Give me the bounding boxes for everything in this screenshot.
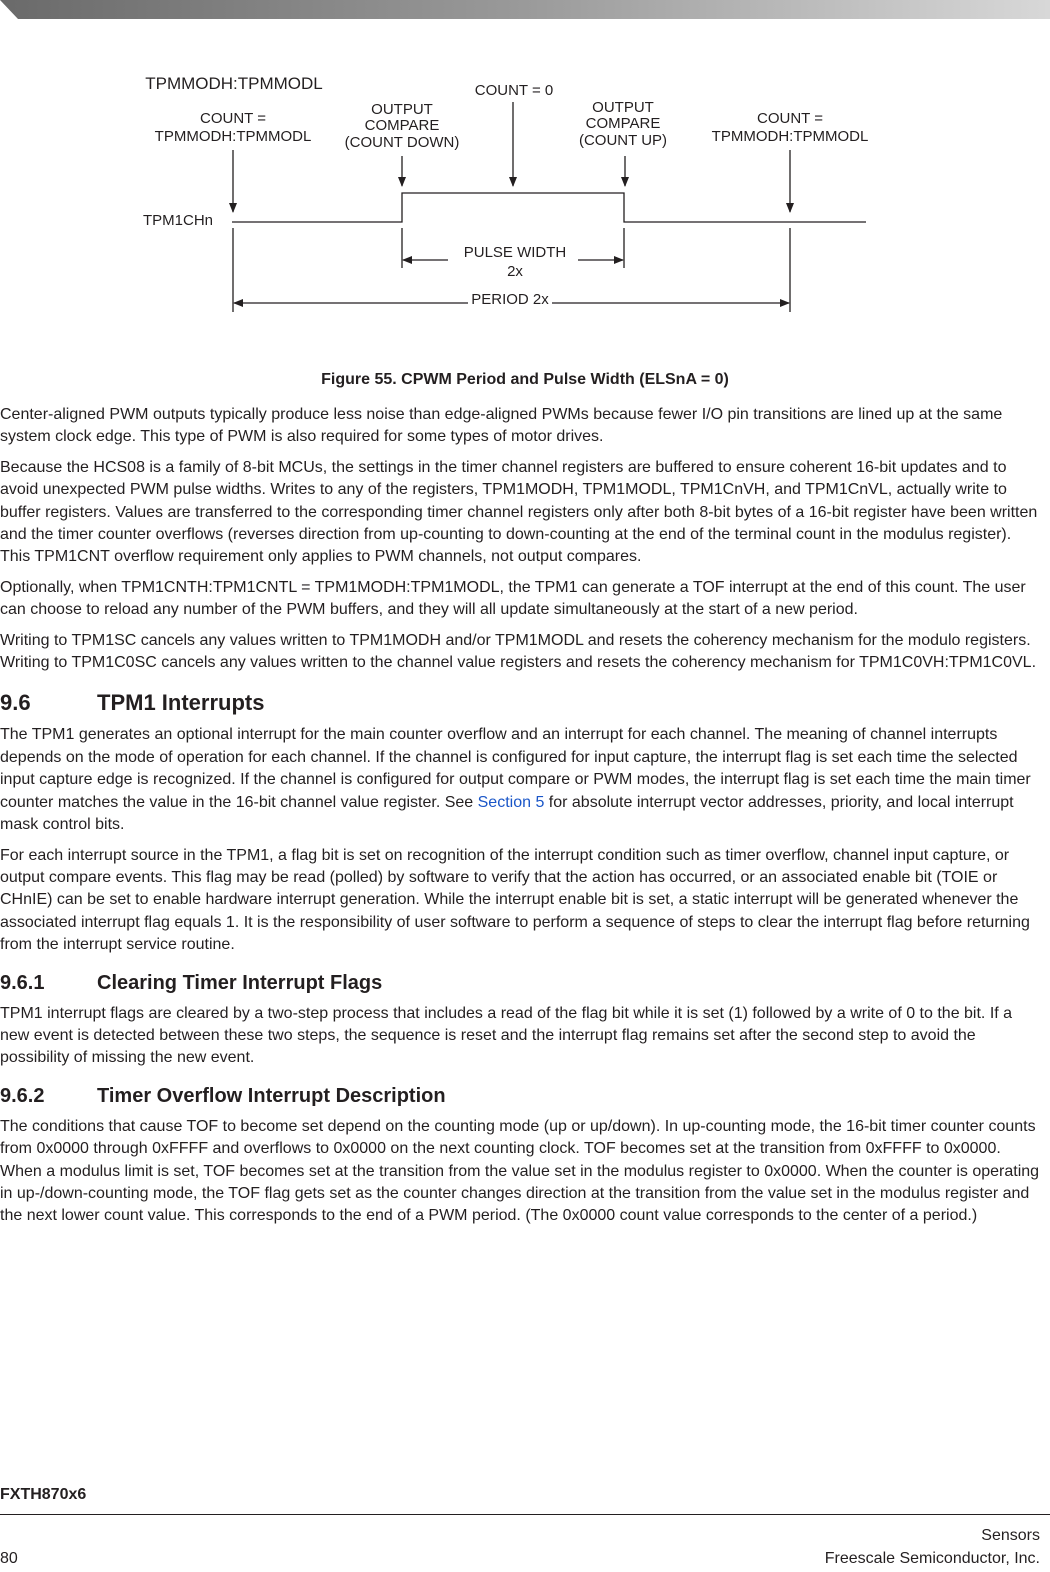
channel-label: TPM1CHn	[142, 212, 214, 229]
paragraph: Optionally, when TPM1CNTH:TPM1CNTL = TPM1MODH:TPM1MODL, the TPM1 can generate a TOF interrupt at the end of this count. The user can choose to reload any number of the PWM buffers, and they will all update simultaneously at the start of a new period.	[0, 578, 1026, 619]
modulo-title-label: TPMMODH:TPMMODL	[145, 74, 323, 93]
section-heading-9-6-1	[0, 971, 1045, 995]
oc-up-label-3: (COUNT UP)	[578, 132, 668, 149]
oc-down-label-1: OUTPUT	[371, 101, 433, 118]
footer-document-id: FXTH870x6	[0, 1486, 87, 1503]
section-title: Clearing Timer Interrupt Flags	[97, 971, 383, 994]
count-right-label-1: COUNT =	[757, 110, 823, 127]
section-number: 9.6	[0, 690, 31, 716]
header-bar	[0, 0, 1050, 19]
paragraph: The conditions that cause TOF to become set depend on the counting mode (up or up/down). In up-counting mode, the 16-bit timer counter counts from 0x0000 through 0xFFFF and overflows to 0x0000 on the next counting clock. TOF becomes set at the transition from 0xFFFF to 0x0000. When a modulus limit is set, TOF becomes set at the transition from the value set in the modulus register to 0x0000. When the counter is operating in up-/down-counting mode, the TOF flag gets set as the counter changes direction at the transition from the value set in the modulus register and the next lower count value. This corresponds to the end of a PWM period. (The 0x0000 count value corresponds to the center of a period.)	[0, 1117, 1040, 1225]
count-left-label-1: COUNT =	[200, 110, 266, 127]
paragraph-text: The TPM1 generates an optional interrupt for the main counter overflow and an interrupt for each channel. The meaning of channel interrupts depends on the mode of operation for each channel. If the channel is configured for input capture, the interrupt flag is set each time the selected input capture edge is recognized. If the channel is configured for output compare or PWM modes, the interrupt flag is set each time the main timer counter matches the value in the 16-bit channel value register. See	[0, 726, 1031, 811]
tpm1chn-waveform	[232, 193, 866, 222]
section-heading-9-6-2	[0, 1084, 1045, 1108]
footer-divider	[0, 1514, 1050, 1515]
paragraph: Center-aligned PWM outputs typically produce less noise than edge-aligned PWMs because fewer I/O pin transitions are lined up at the same system clock edge. This type of PWM is also required for some types of motor drives.	[0, 406, 1003, 446]
section-title: Timer Overflow Interrupt Description	[97, 1084, 446, 1107]
footer-category: Sensors	[981, 1527, 1040, 1544]
paragraph	[0, 724, 1045, 836]
count-right-label-2: TPMMODH:TPMMODL	[711, 128, 869, 145]
paragraph: Writing to TPM1SC cancels any values written to TPM1MODH and/or TPM1MODL and resets the coherency mechanism for the modulo registers. Writing to TPM1C0SC cancels any values written to the channel value registers and resets the coherency mechanism for TPM1C0VH:TPM1C0VL.	[0, 631, 1037, 672]
footer-page-number: 80	[0, 1550, 18, 1567]
count-left-label-2: TPMMODH:TPMMODL	[154, 128, 312, 145]
paragraph: TPM1 interrupt flags are cleared by a two-step process that includes a read of the flag bit while it is set (1) followed by a write of 0 to the bit. If a new event is detected between these two steps, the sequence is reset and the interrupt flag remains set after the second step to avoid the possibility of missing the new event.	[0, 1004, 1013, 1067]
figure-caption: Figure 55. CPWM Period and Pulse Width (ELSnA = 0)	[321, 371, 729, 388]
section-title: TPM1 Interrupts	[97, 690, 265, 716]
pulse-width-label-1: PULSE WIDTH	[463, 244, 567, 261]
oc-down-label-3: (COUNT DOWN)	[344, 134, 460, 151]
period-label: PERIOD 2x	[471, 291, 549, 308]
footer-company: Freescale Semiconductor, Inc.	[824, 1550, 1040, 1567]
section-number: 9.6.2	[0, 1084, 45, 1107]
section-heading-9-6	[0, 690, 1045, 716]
paragraph: For each interrupt source in the TPM1, a flag bit is set on recognition of the interrupt condition such as timer overflow, channel input capture, or output compare events. This flag may be read (polled) by software to verify that the action has occurred, or an associated enable bit (TOIE or CHnIE) can be set to enable hardware interrupt generation. While the interrupt enable bit is set, a static interrupt will be generated whenever the associated interrupt flag equals 1. It is the responsibility of user software to perform a sequence of steps to clear the interrupt flag before returning from the interrupt service routine.	[0, 846, 1030, 954]
cpwm-timing-diagram	[0, 60, 1050, 380]
page-body	[0, 404, 1045, 1236]
count-zero-label: COUNT = 0	[474, 82, 554, 99]
paragraph: Because the HCS08 is a family of 8-bit MCUs, the settings in the timer channel registers are buffered to ensure coherent 16-bit updates and to avoid unexpected PWM pulse widths. Writes to any of the registers, TPM1MODH, TPM1MODL, TPM1CnVH, and TPM1CnVL, actually write to buffer registers. Values are transferred to the corresponding timer channel registers only after both 8-bit bytes of a 16-bit register have been written and the timer counter overflows (reverses direction from up-counting to down-counting at the end of the terminal count in the modulus register). This TPM1CNT overflow requirement only applies to PWM channels, not output compares.	[0, 458, 1038, 566]
pulse-width-label-2: 2x	[507, 263, 523, 280]
oc-up-label-2: COMPARE	[585, 115, 661, 132]
oc-up-label-1: OUTPUT	[592, 99, 654, 116]
paragraph-text: for absolute interrupt vector addresses, priority, and local interrupt mask control bits.	[0, 793, 1014, 834]
section-number: 9.6.1	[0, 971, 45, 994]
oc-down-label-2: COMPARE	[364, 117, 440, 134]
section-5-link[interactable]: Section 5	[477, 793, 545, 811]
